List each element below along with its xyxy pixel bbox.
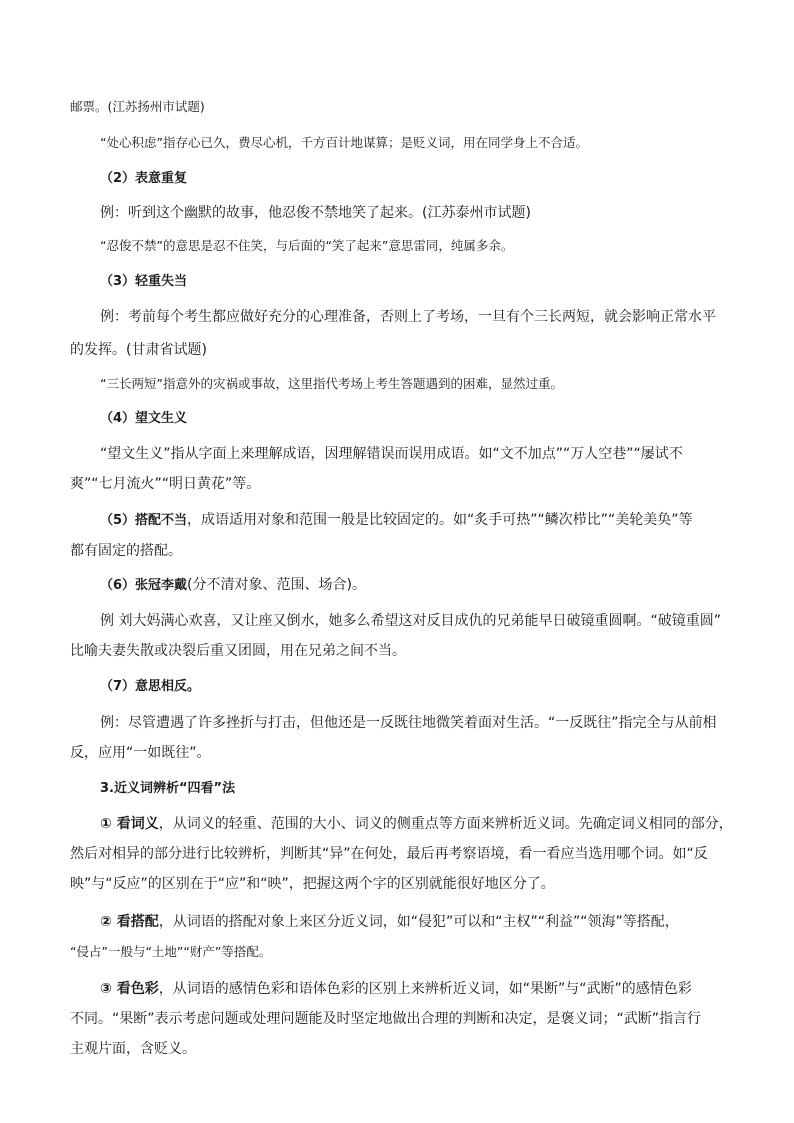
paragraph-text: (分不清对象、范围、场合)。 [187,577,366,593]
paragraph-text: ，成语适用对象和范围一般是比较固定的。如“炙手可热”“鳞次栉比”“美轮美奂”等 [187,512,693,528]
paragraph-line: 不同。“果断”表示考虑问题或处理问题能及时坚定地做出合理的判断和决定，是褒义词；“武断”指言行 [70,1011,702,1027]
paragraph-line: “处心积虑”指存心已久，费尽心机，千方百计地谋算；是贬义词，用在同学身上不合适。 [100,135,588,150]
paragraph-line: “望文生义”指从字面上来理解成语，因理解错误而误用成语。如“文不加点”“万人空巷”“屡试不 [100,446,683,462]
paragraph-line: 然后对相异的部分进行比较辨析，判断其“异”在何处，最后再考察语境，看一看应当选用哪个词。如“反 [70,846,708,862]
bold-lead: ① 看词义 [100,816,159,832]
paragraph-line [70,574,730,597]
paragraph-line: “忍俊不禁”的意思是忍不住笑，与后面的“笑了起来”意思雷同，纯属多余。 [100,238,514,253]
paragraph-line: 例 刘大妈满心欢喜，又让座又倒水，她多么希望这对反目成仇的兄弟能早日破镜重圆啊。“破镜重圆” [100,613,721,629]
section-heading: （2）表意重复 [100,171,188,186]
paragraph-line [70,978,730,1000]
paragraph-line: “三长两短”指意外的灾祸或事故，这里指代考场上考生答题遇到的困难，显然过重。 [100,376,563,391]
paragraph-line: 爽”“七月流火”“明日黄花”等。 [70,476,261,492]
paragraph-line [70,813,733,835]
paragraph-text: ，从词义的轻重、范围的大小、词义的侧重点等方面来辨析近义词。先确定词义相同的部分， [158,816,733,832]
section-heading: 3.近义词辨析“四看”法 [100,781,236,796]
section-heading: （4）望文生义 [100,411,188,426]
paragraph-line: 例：听到这个幽默的故事，他忍俊不禁地笑了起来。(江苏泰州市试题) [100,205,531,221]
paragraph-line: 都有固定的搭配。 [70,543,182,559]
paragraph-line [70,911,730,933]
paragraph-line: 反，应用“一如既往”。 [70,745,211,761]
bold-lead: ② 看搭配 [100,914,159,930]
paragraph-line: 映”与“反应”的区别在于“应”和“映”，把握这两个字的区别就能很好地区分了。 [70,876,555,892]
paragraph-line: 例：考前每个考生都应做好充分的心理准备，否则上了考场，一旦有个三长两短，就会影响正常水平 [100,309,716,325]
paragraph-line: 邮票。(江苏扬州市试题) [70,99,205,114]
bold-lead: ③ 看色彩 [100,981,159,997]
document-page [70,96,733,1060]
paragraph-line: 主观片面，含贬义。 [70,1041,196,1057]
section-heading: （5）搭配不当 [100,513,188,528]
paragraph-line: 例：尽管遭遇了许多挫折与打击，但他还是一反既往地微笑着面对生活。“一反既往”指完全与从前相 [100,715,717,731]
paragraph-line: “侵占”一般与“土地”“财产”等搭配。 [70,944,272,959]
paragraph-text: ，从词语的搭配对象上来区分近义词，如“侵犯”可以和“主权”“利益”“领海”等搭配， [158,914,679,930]
section-heading: （7）意思相反。 [100,679,201,694]
paragraph-text: ，从词语的感情色彩和语体色彩的区别上来辨析近义词，如“果断”与“武断”的感情色彩 [158,981,692,997]
section-heading: （6）张冠李戴 [100,578,188,593]
section-heading: （3）轻重失当 [100,274,188,289]
paragraph-line: 比喻夫妻失散或决裂后重又团圆，用在兄弟之间不当。 [70,643,406,659]
paragraph-line [70,509,730,532]
paragraph-line: 的发挥。(甘肃省试题) [70,342,207,358]
